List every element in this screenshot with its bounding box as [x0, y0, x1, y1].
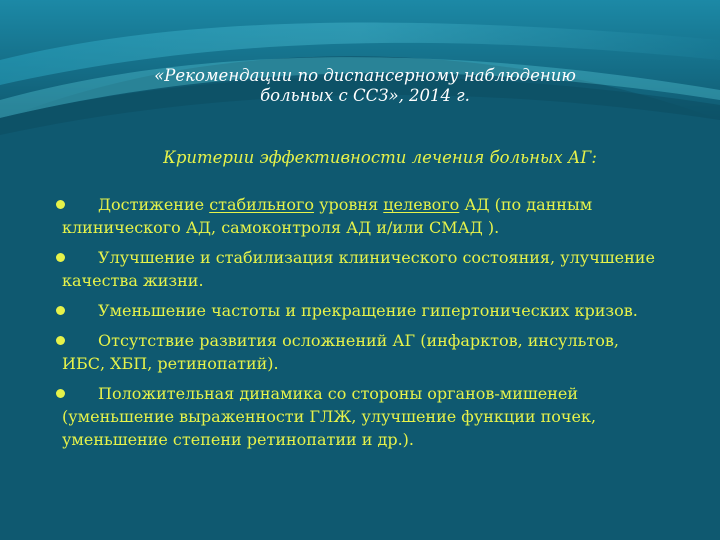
criteria-item	[62, 299, 666, 322]
criteria-item	[62, 246, 666, 292]
criteria-text-mid: уровня	[314, 195, 384, 214]
criteria-list	[62, 193, 666, 458]
slide-subtitle: Критерии эффективности лечения больных АГ:	[163, 148, 597, 167]
criteria-text: Уменьшение частоты и прекращение гипертонических кризов.	[98, 301, 638, 320]
criteria-text: Улучшение и стабилизация клинического состояния, улучшение качества жизни.	[62, 248, 655, 290]
criteria-text-underlined-2: целевого	[383, 195, 460, 214]
criteria-item	[62, 382, 666, 451]
title-line-1: «Рекомендации по диспансерному наблюдению	[154, 66, 576, 85]
criteria-text-underlined-1: стабильного	[209, 195, 315, 214]
bullet-dot-icon	[56, 336, 65, 345]
slide-title	[110, 66, 620, 106]
criteria-item	[62, 329, 666, 375]
criteria-text: Отсутствие развития осложнений АГ (инфарктов, инсультов, ИБС, ХБП, ретинопатий).	[62, 331, 619, 373]
criteria-text-post: АД (по данным клинического АД, самоконтроля АД и/или СМАД ).	[62, 195, 593, 237]
criteria-item	[62, 193, 666, 239]
criteria-text-pre: Достижение	[98, 195, 210, 214]
title-line-2: больных с ССЗ», 2014 г.	[260, 86, 470, 105]
bullet-dot-icon	[56, 253, 65, 262]
criteria-text: Положительная динамика со стороны органов-мишеней (уменьшение выраженности ГЛЖ, улучшение функции почек, уменьшение степени ретинопатии и др.).	[62, 384, 597, 449]
bullet-dot-icon	[56, 306, 65, 315]
bullet-dot-icon	[56, 200, 65, 209]
bullet-dot-icon	[56, 389, 65, 398]
